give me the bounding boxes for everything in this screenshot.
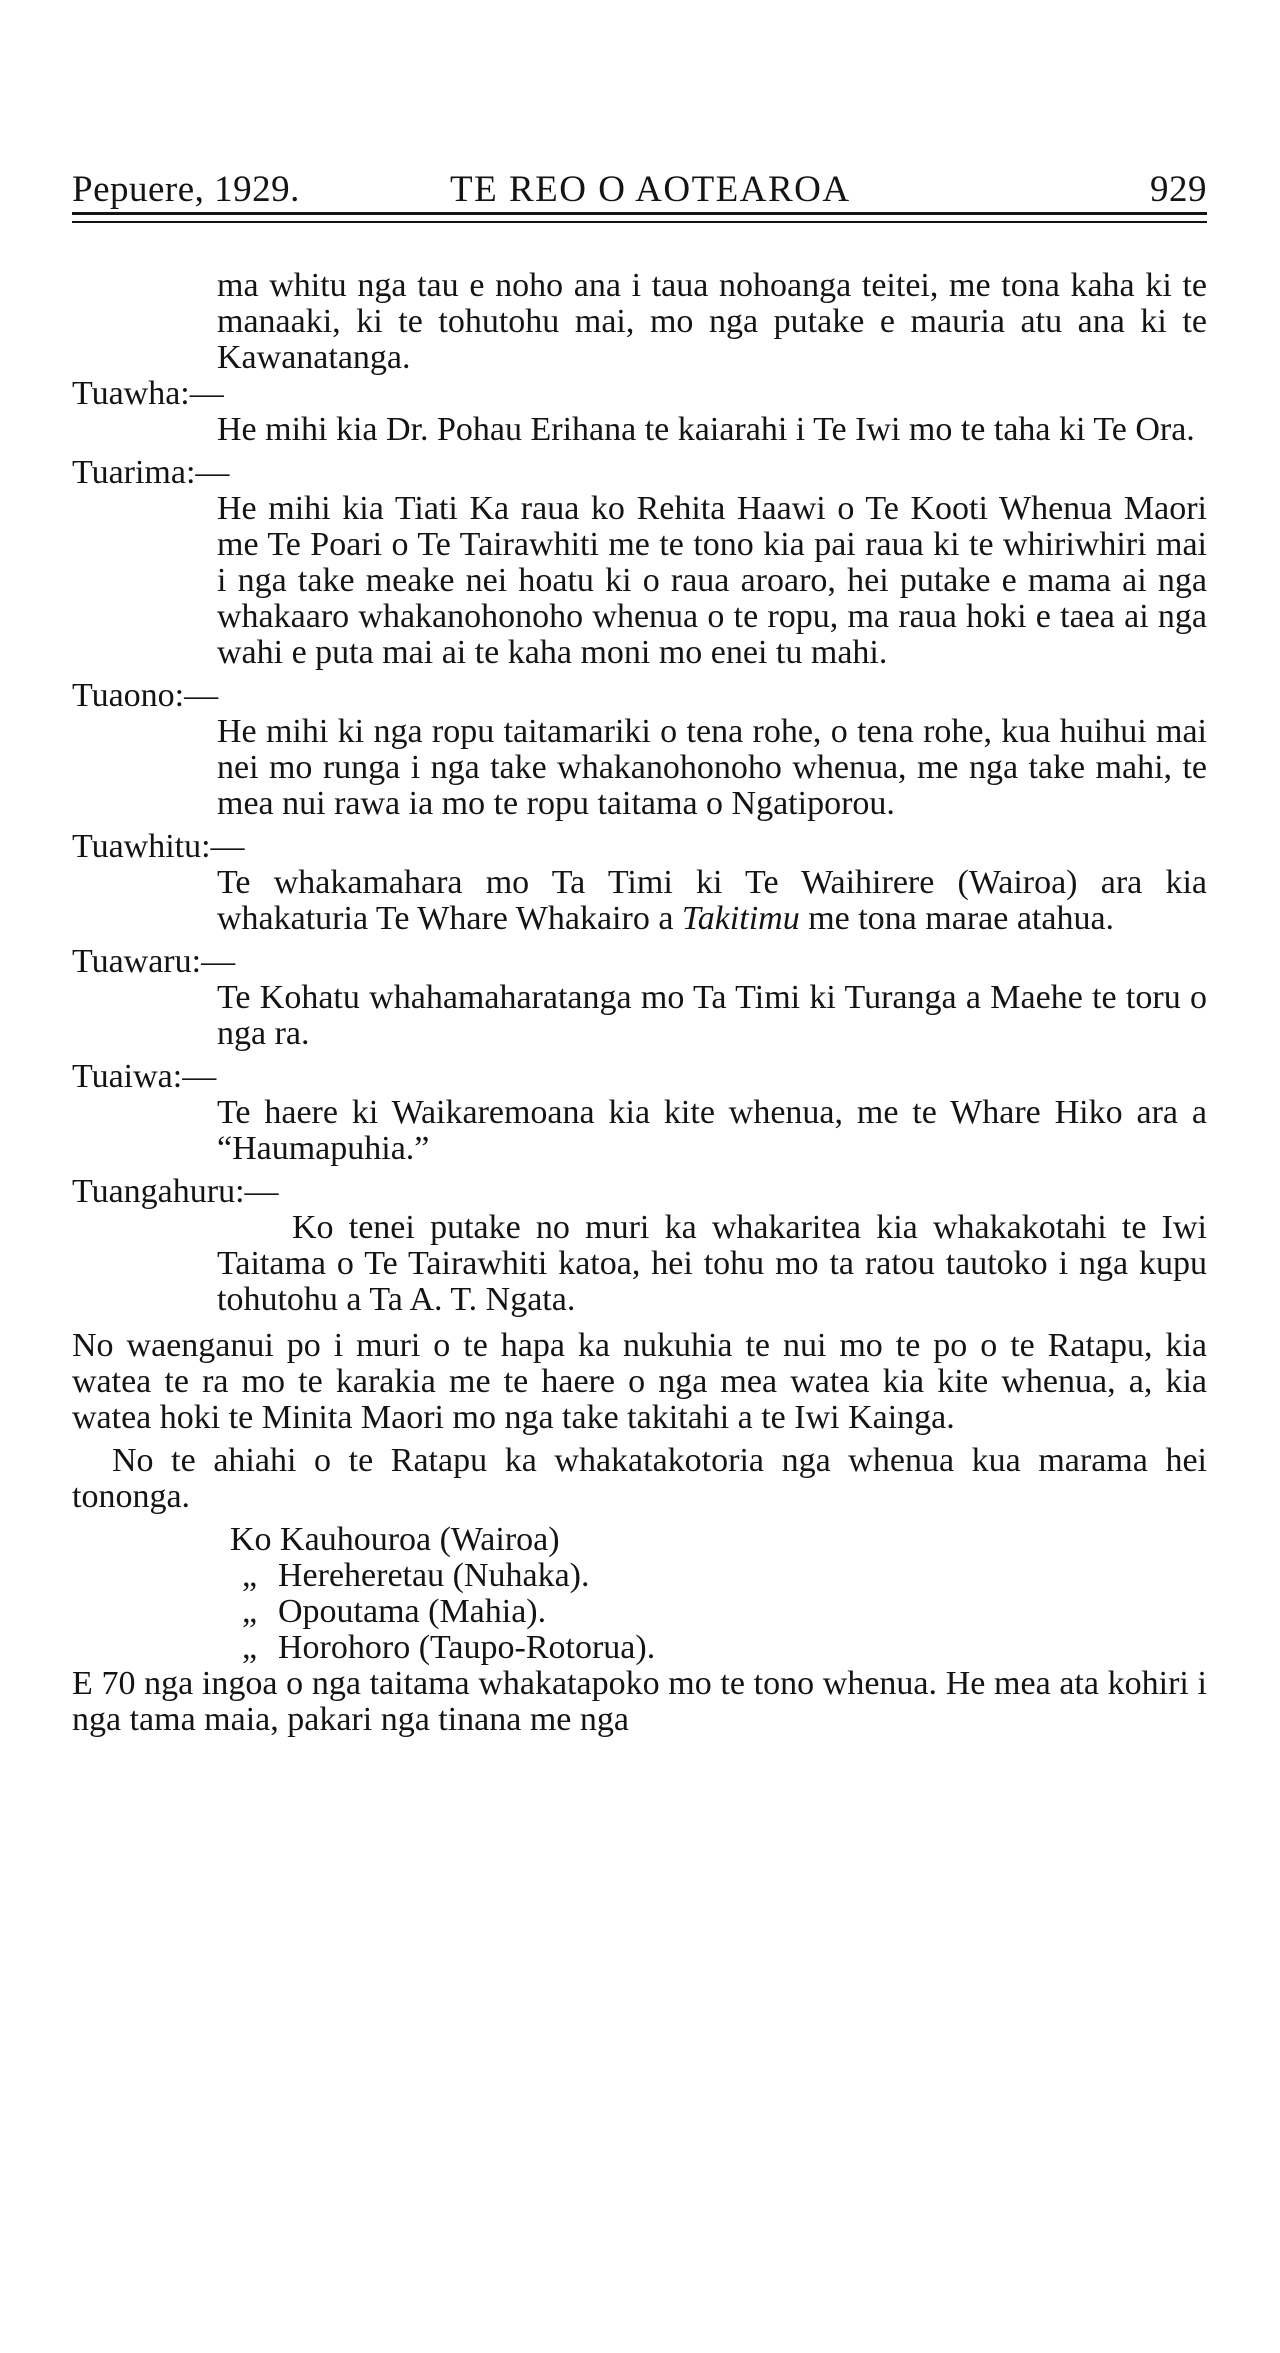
section-heading-tuaono: Tuaono:—	[72, 677, 219, 714]
article-body	[72, 268, 1207, 1738]
section-heading-tuawaru: Tuawaru:—	[72, 943, 236, 980]
section-text-tuawhitu-b: me tona marae atahua.	[799, 900, 1115, 937]
ditto-mark: „	[242, 1629, 258, 1666]
section-text-tuaono: He mihi ki nga ropu taitamariki o tena rohe, o tena rohe, kua huihui mai nei mo runga i nga take whakanohonoho whenua, me nga take mahi, te mea nui rawa ia mo te ropu taitama o Ngatiporou.	[217, 713, 1207, 822]
land-name: Hereheretau (Nuhaka).	[278, 1557, 590, 1594]
paragraph-waenganui: No waenganui po i muri o te hapa ka nukuhia te nui mo te po o te Ratapu, kia watea te ra mo te karakia me te haere o nga mea watea kia kite whenua, a, kia watea hoki te Minita Maori mo nga take takitahi a te Iwi Kainga.	[72, 1327, 1207, 1436]
land-list-item	[72, 1558, 1207, 1594]
header-rule-top	[72, 212, 1207, 215]
section-text-tuangahuru: Ko tenei putake no muri ka whakaritea kia whakakotahi te Iwi Taitama o Te Tairawhiti katoa, hei tohu mo ta ratou tautoko i nga kupu tohutohu a Ta A. T. Ngata.	[217, 1209, 1207, 1318]
land-list-item	[72, 1630, 1207, 1666]
paragraph-taitama: E 70 nga ingoa o nga taitama whakatapoko mo te tono whenua. He mea ata kohiri i nga tama maia, pakari nga tinana me nga	[72, 1665, 1207, 1738]
intro-paragraph: ma whitu nga tau e noho ana i taua nohoanga teitei, me tona kaha ki te manaaki, ki te tohutohu mai, mo nga putake e mauria atu ana ki te Kawanatanga.	[217, 267, 1207, 376]
section-text-tuawaru: Te Kohatu whahamaharatanga mo Ta Timi ki Turanga a Maehe te toru o nga ra.	[217, 979, 1207, 1052]
section-heading-tuarima: Tuarima:—	[72, 454, 230, 491]
page-number: 929	[1150, 169, 1207, 210]
section-text-tuawhitu	[72, 865, 1207, 937]
takitimu-italic: Takitimu	[681, 900, 800, 937]
section-text-tuawha: He mihi kia Dr. Pohau Erihana te kaiarahi i Te Iwi mo te taha ki Te Ora.	[217, 411, 1195, 448]
section-text-tuawhitu-a: Te whakamahara mo Ta Timi ki Te Waihirere (Wairoa) ara kia whakaturia Te Whare Whakairo a	[217, 864, 1207, 937]
paragraph-ahiahi: No te ahiahi o te Ratapu ka whakatakotoria nga whenua kua marama hei tononga.	[72, 1442, 1207, 1515]
section-heading-tuawhitu: Tuawhitu:—	[72, 828, 245, 865]
running-header	[72, 168, 1207, 214]
land-list-item	[72, 1594, 1207, 1630]
section-heading-tuawha: Tuawha:—	[72, 375, 224, 412]
land-name: Horohoro (Taupo-Rotorua).	[278, 1629, 656, 1666]
header-rule-bottom	[72, 221, 1207, 223]
land-name: Opoutama (Mahia).	[278, 1593, 547, 1630]
section-heading-tuaiwa: Tuaiwa:—	[72, 1058, 217, 1095]
section-heading-tuangahuru: Tuangahuru:—	[72, 1173, 279, 1210]
ditto-mark: „	[242, 1593, 258, 1630]
header-title: TE REO O AOTEAROA	[450, 169, 851, 210]
section-text-tuaiwa: Te haere ki Waikaremoana kia kite whenua, me te Whare Hiko ara a “Haumapuhia.”	[217, 1094, 1207, 1167]
ditto-mark: „	[242, 1557, 258, 1594]
header-date: Pepuere, 1929.	[72, 169, 300, 210]
land-list-first: Ko Kauhouroa (Wairoa)	[230, 1521, 560, 1558]
section-text-tuarima: He mihi kia Tiati Ka raua ko Rehita Haawi o Te Kooti Whenua Maori me Te Poari o Te Tairawhiti me te tono kia pai raua ki te whiriwhiri mai i nga take meake nei hoatu ki o raua aroaro, hei putake e mama ai nga whakaaro whakanohonoho whenua o te ropu, ma raua hoki e taea ai nga wahi e puta mai ai te kaha moni mo enei tu mahi.	[217, 490, 1207, 671]
